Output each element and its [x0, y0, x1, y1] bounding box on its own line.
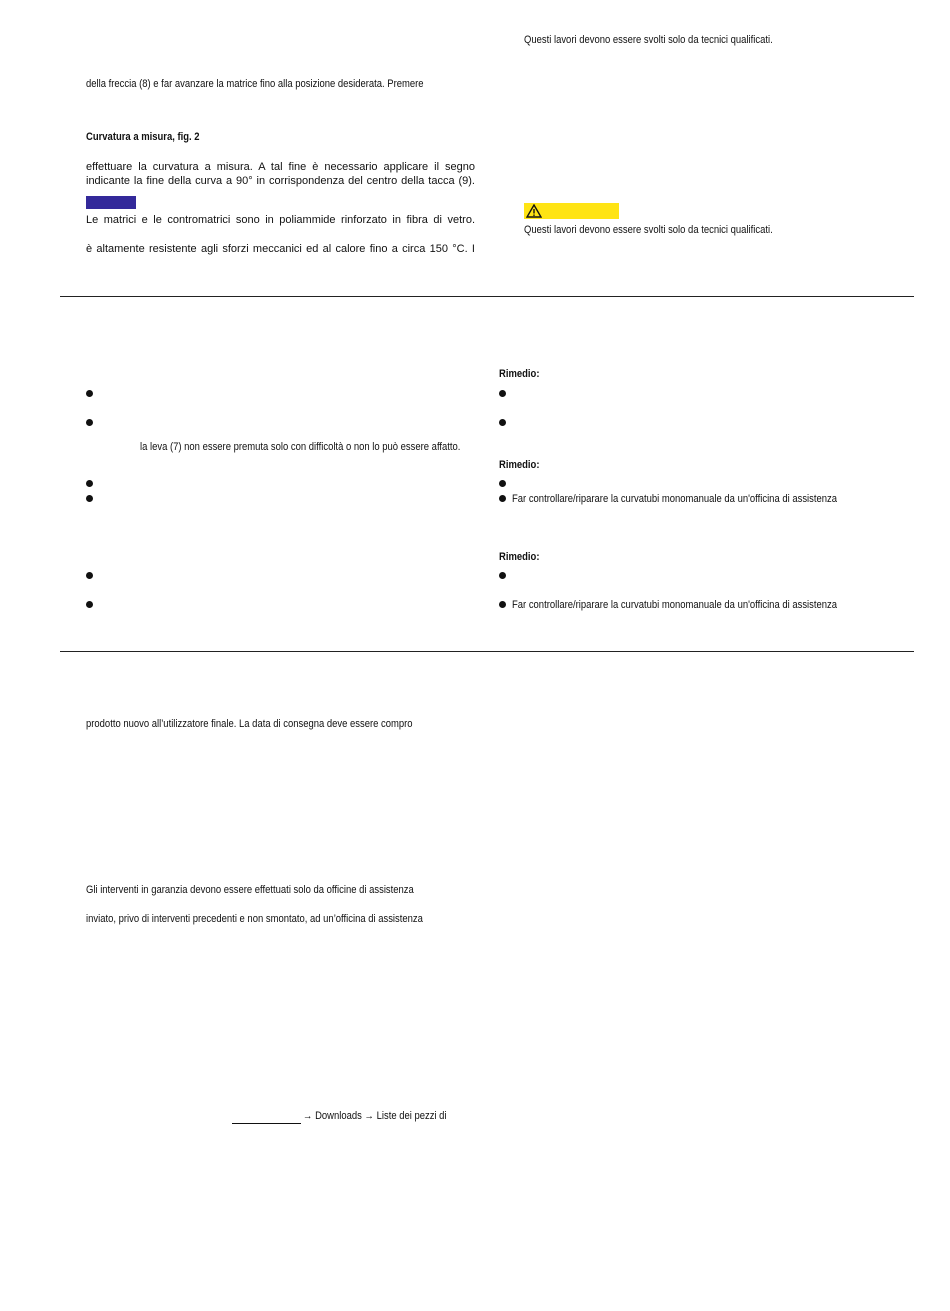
qualified-technicians-note: Questi lavori devono essere svolti solo da tecnici qualificati.	[524, 34, 773, 46]
bullet-point	[86, 480, 93, 487]
section-title-measured-bending: Curvatura a misura, fig. 2	[86, 131, 200, 143]
service-repair-text: Far controllare/riparare la curvatubi monomanuale da un'officina di assistenza	[512, 599, 838, 611]
warranty-interventions-text: Gli interventi in garanzia devono essere effettuati solo da officine di assistenza	[86, 884, 414, 896]
remedy-label: Rimedio:	[499, 551, 540, 563]
bullet-point	[86, 495, 93, 502]
bullet-point	[499, 601, 506, 608]
arrow-instruction-text: della freccia (8) e far avanzare la matrice fino alla posizione desiderata. Premere	[86, 78, 424, 90]
warranty-delivery-text: prodotto nuovo all’utilizzatore finale. La data di consegna deve essere compro	[86, 718, 413, 730]
qualified-technicians-note-2: Questi lavori devono essere svolti solo da tecnici qualificati.	[524, 224, 773, 236]
bullet-point	[499, 495, 506, 502]
section-divider	[60, 651, 914, 652]
remedy-label: Rimedio:	[499, 368, 540, 380]
warranty-send-text: inviato, privo di interventi precedenti e non smontato, ad un’officina di assistenza	[86, 913, 423, 925]
lever-problem-text: la leva (7) non essere premuta solo con difficoltà o non lo può essere affatto.	[140, 441, 461, 453]
heat-resistance-text: è altamente resistente agli sforzi meccanici ed al calore fino a circa 150 °C. I	[86, 243, 475, 255]
measured-bending-text-line-2: indicante la fine della curva a 90° in corrispondenza del centro della tacca (9).	[86, 175, 475, 187]
warning-triangle-icon	[526, 204, 542, 218]
bullet-point	[499, 390, 506, 397]
service-repair-text: Far controllare/riparare la curvatubi monomanuale da un'officina di assistenza	[512, 493, 838, 505]
bullet-point	[86, 390, 93, 397]
website-link-blank[interactable]	[232, 1123, 301, 1124]
bullet-point	[499, 572, 506, 579]
section-divider	[60, 296, 914, 297]
bullet-point	[86, 419, 93, 426]
bullet-point	[86, 601, 93, 608]
measured-bending-text-line-1: effettuare la curvatura a misura. A tal fine è necessario applicare il segno	[86, 161, 475, 173]
dies-material-text: Le matrici e le contromatrici sono in poliammide rinforzato in fibra di vetro.	[86, 214, 475, 226]
bullet-point	[499, 419, 506, 426]
notice-label-bar	[86, 196, 136, 209]
remedy-label: Rimedio:	[499, 459, 540, 471]
bullet-point	[499, 480, 506, 487]
bullet-point	[86, 572, 93, 579]
downloads-path-text: → Downloads → Liste dei pezzi di	[303, 1110, 447, 1122]
